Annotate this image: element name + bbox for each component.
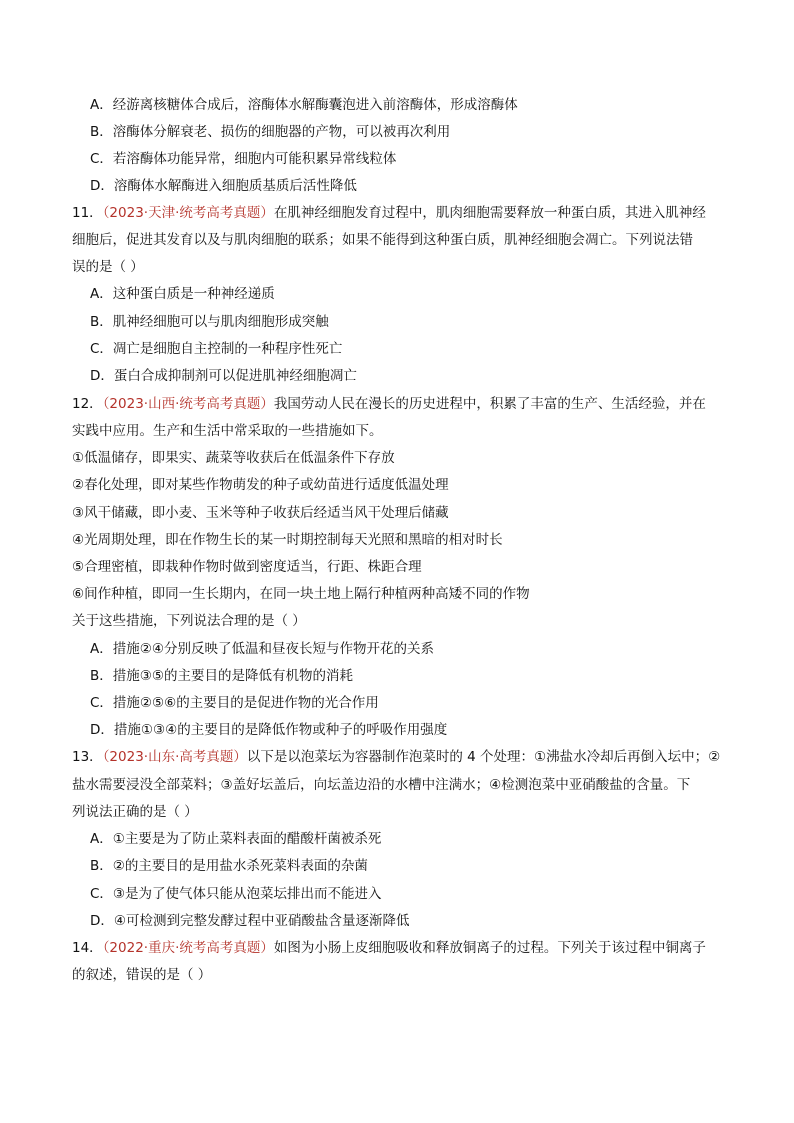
q11-source: （2023·天津·统考高考真题） — [102, 205, 274, 221]
q12-stem-line-1 — [72, 394, 732, 414]
q14-stem-line-2: 的叙述，错误的是（ ） — [72, 967, 212, 983]
q11-stem-line-2: 细胞后，促进其发育以及与肌肉细胞的联系；如果不能得到这种蛋白质，肌神经细胞会凋亡。下列说法错 — [72, 232, 693, 248]
q12-number: 12． — [72, 396, 103, 412]
q11-number: 11． — [72, 205, 103, 221]
q12-measure-4: ④光周期处理，即在作物生长的某一时期控制每天光照和黑暗的相对时长 — [72, 532, 503, 548]
q12-measure-3: ③风干储藏，即小麦、玉米等种子收获后经适当风干处理后储藏 — [72, 505, 449, 521]
q11-option-c: C．凋亡是细胞自主控制的一种程序性死亡 — [90, 341, 343, 357]
q13-stem-line-3: 列说法正确的是（ ） — [72, 804, 198, 820]
q13-stem-line-1 — [72, 747, 732, 767]
q11-option-a: A．这种蛋白质是一种神经递质 — [90, 286, 275, 302]
q14-number: 14． — [72, 940, 103, 956]
q13-option-c: C．③是为了使气体只能从泡菜坛排出而不能进入 — [90, 886, 382, 902]
q12-source: （2023·山西·统考高考真题） — [102, 396, 274, 412]
q11-option-b: B．肌神经细胞可以与肌肉细胞形成突触 — [90, 314, 329, 330]
q12-option-d: D．措施①③④的主要目的是降低作物或种子的呼吸作用强度 — [90, 722, 448, 738]
q12-option-c: C．措施②⑤⑥的主要目的是促进作物的光合作用 — [90, 695, 379, 711]
q14-source: （2022·重庆·统考高考真题） — [102, 940, 274, 956]
q14-stem-line-1 — [72, 938, 732, 958]
q13-option-a: A．①主要是为了防止菜料表面的醋酸杆菌被杀死 — [90, 831, 382, 847]
q12-measure-1: ①低温储存，即果实、蔬菜等收获后在低温条件下存放 — [72, 450, 395, 466]
q12-stem-text: 我国劳动人民在漫长的历史进程中，积累了丰富的生产、生活经验，并在 — [273, 396, 706, 412]
q10-option-c: C．若溶酶体功能异常，细胞内可能积累异常线粒体 — [90, 151, 397, 167]
q13-stem-line-2: 盐水需要浸没全部菜料；③盖好坛盖后，向坛盖边沿的水槽中注满水；④检测泡菜中亚硝酸盐的含量。下 — [72, 777, 691, 793]
q10-option-d: D．溶酶体水解酶进入细胞质基质后活性降低 — [90, 178, 357, 194]
q10-option-a: A．经游离核糖体合成后，溶酶体水解酶囊泡进入前溶酶体，形成溶酶体 — [90, 97, 518, 113]
q13-number: 13． — [72, 749, 103, 765]
q10-option-b: B．溶酶体分解衰老、损伤的细胞器的产物，可以被再次利用 — [90, 124, 451, 140]
q12-measure-2: ②春化处理，即对某些作物萌发的种子或幼苗进行适度低温处理 — [72, 477, 449, 493]
q11-stem-line-3: 误的是（ ） — [72, 259, 144, 275]
q14-stem-text: 如图为小肠上皮细胞吸收和释放铜离子的过程。下列关于该过程中铜离子 — [273, 940, 706, 956]
q13-option-d: D．④可检测到完整发酵过程中亚硝酸盐含量逐渐降低 — [90, 913, 410, 929]
q12-measure-6: ⑥间作种植，即同一生长期内，在同一块土地上隔行种植两种高矮不同的作物 — [72, 586, 530, 602]
q12-question: 关于这些措施，下列说法合理的是（ ） — [72, 613, 306, 629]
q12-measure-5: ⑤合理密植，即栽种作物时做到密度适当，行距、株距合理 — [72, 559, 422, 575]
q11-option-d: D．蛋白合成抑制剂可以促进肌神经细胞凋亡 — [90, 368, 357, 384]
q11-stem-text: 在肌神经细胞发育过程中，肌肉细胞需要释放一种蛋白质，其进入肌神经 — [273, 205, 706, 221]
q13-option-b: B．②的主要目的是用盐水杀死菜料表面的杂菌 — [90, 858, 368, 874]
q13-source: （2023·山东·高考真题） — [102, 749, 247, 765]
q12-option-b: B．措施③⑤的主要目的是降低有机物的消耗 — [90, 668, 353, 684]
q13-stem-text: 以下是以泡菜坛为容器制作泡菜时的 4 个处理：①沸盐水冷却后再倒入坛中；② — [246, 749, 721, 765]
q11-stem-line-1 — [72, 203, 732, 223]
q12-stem-line-2: 实践中应用。生产和生活中常采取的一些措施如下。 — [72, 423, 383, 439]
q12-option-a: A．措施②④分别反映了低温和昼夜长短与作物开花的关系 — [90, 641, 434, 657]
